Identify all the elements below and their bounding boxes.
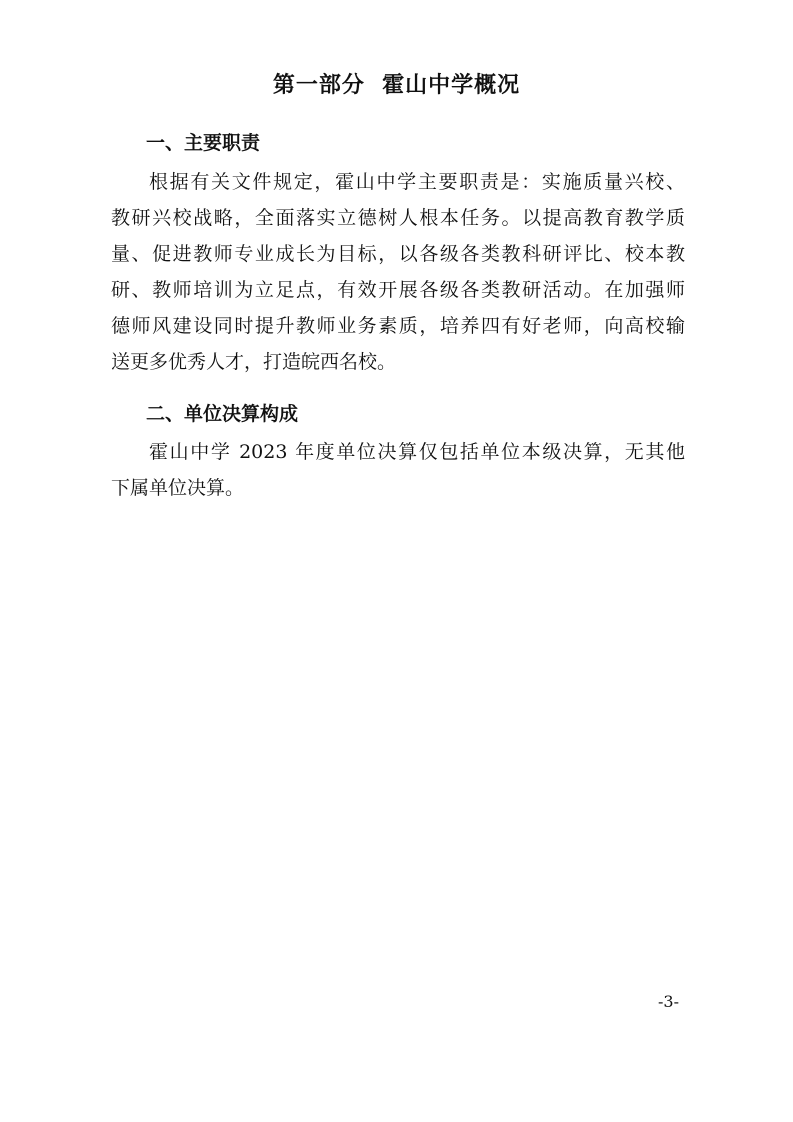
paragraph-line: 根据有关文件规定，霍山中学主要职责是：实施质量兴校、: [149, 171, 685, 193]
section-heading-budget-composition: 二、单位决算构成: [146, 403, 299, 425]
paragraph-line: 下属单位决算。: [111, 477, 245, 499]
paragraph-line: 量、促进教师专业成长为目标，以各级各类教科研评比、校本教: [111, 243, 685, 265]
paragraph-line: 霍山中学 2023 年度单位决算仅包括单位本级决算，无其他: [149, 441, 685, 463]
page-number: -3-: [658, 992, 679, 1011]
paragraph-budget-composition: [111, 434, 685, 506]
paragraph-line: 德师风建设同时提升教师业务素质，培养四有好老师，向高校输: [111, 315, 685, 337]
page-title: 第一部分 霍山中学概况: [272, 73, 521, 98]
section-heading-main-duties: 一、主要职责: [146, 132, 261, 154]
paragraph-line: 送更多优秀人才，打造皖西名校。: [111, 351, 397, 373]
paragraph-line: 教研兴校战略，全面落实立德树人根本任务。以提高教育教学质: [111, 207, 685, 229]
paragraph-line: 研、教师培训为立足点，有效开展各级各类教研活动。在加强师: [111, 279, 685, 301]
paragraph-main-duties: [111, 164, 685, 380]
